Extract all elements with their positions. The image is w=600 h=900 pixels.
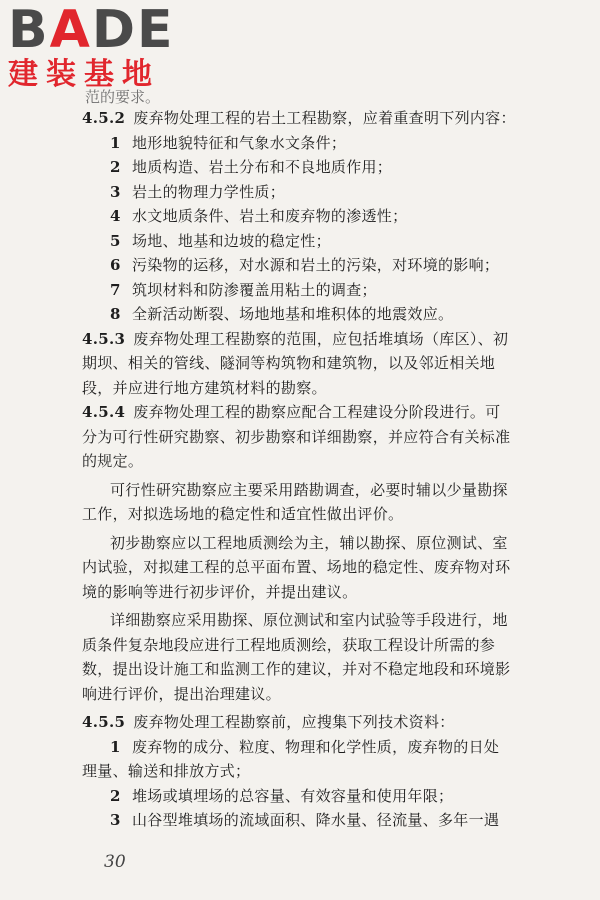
clause-text: 废弃物处理工程的勘察应配合工程建设分阶段进行。可 [133,403,501,421]
paragraph-line: 详细勘察应采用勘探、原位测试和室内试验等手段进行，地 [110,611,508,629]
text-line: 理量、输送和排放方式； [82,762,251,780]
clause-text: 废弃物处理工程的岩土工程勘察，应着重查明下列内容： [133,109,516,127]
clause-4-5-5 [82,710,534,735]
logo-letters-de: DE [91,0,175,60]
item-text: 污染物的运移，对水源和岩土的污染，对环境的影响； [132,256,500,274]
item-number: 4 [110,207,121,225]
paragraph-line: 响进行评价，提出治理建议。 [82,684,281,703]
list-item [82,784,534,809]
item-number: 2 [110,786,121,805]
clause-4-5-4 [82,400,534,425]
item-number: 8 [110,305,121,323]
list-item [82,808,534,833]
paragraph-line: 初步勘察应以工程地质测绘为主，辅以勘探、原位测试、室 [110,533,508,552]
logo-wordmark [8,0,178,60]
logo-letter-a: A [49,0,92,60]
item-number: 2 [110,158,121,176]
item-number: 7 [110,280,121,299]
list-item [82,155,534,180]
item-number: 3 [110,811,121,829]
paragraph-line: 内试验，对拟建工程的总平面布置、场地的稳定性、废弃物对环 [82,558,511,576]
page-number: 30 [104,852,126,872]
clause-number: 4.5.4 [82,403,126,421]
item-text: 山谷型堆填场的流域面积、降水量、径流量、多年一遇 [132,811,500,829]
list-item [82,180,534,205]
paragraph-line: 工作，对拟选场地的稳定性和适宜性做出评价。 [82,505,404,523]
clause-text: 废弃物处理工程勘察的范围，应包括堆填场（库区）、初 [133,329,509,348]
list-item [82,278,534,303]
text-line: 段，并应进行地方建筑材料的勘察。 [82,378,327,397]
item-text: 地形地貌特征和气象水文条件； [132,133,347,152]
item-text: 筑坝材料和防渗覆盖用粘土的调查； [132,280,377,299]
text-line: 期坝、相关的管线、隧洞等构筑物和建筑物，以及邻近相关地 [82,354,496,372]
item-number: 3 [110,182,121,201]
clause-text: 废弃物处理工程勘察前，应搜集下列技术资料： [133,713,455,731]
clause-4-5-3 [82,327,534,352]
item-number: 1 [110,737,121,756]
item-number: 5 [110,231,121,250]
item-text: 堆场或填埋场的总容量、有效容量和使用年限； [132,786,454,805]
text-line: 的规定。 [82,452,144,470]
item-text: 废弃物的成分、粒度、物理和化学性质，废弃物的日处 [132,737,500,756]
clause-4-5-2 [82,106,534,131]
clause-number: 4.5.5 [82,713,126,731]
item-number: 6 [110,256,121,274]
clause-number: 4.5.3 [82,329,126,348]
list-item [82,253,534,278]
paragraph-line: 可行性研究勘察应主要采用踏勘调查，必要时辅以少量勘探 [110,480,508,499]
list-item [82,735,534,760]
list-item [82,204,534,229]
clause-number: 4.5.2 [82,109,126,127]
item-text: 水文地质条件、岩土和废弃物的渗透性； [132,207,408,225]
item-text: 地质构造、岩土分布和不良地质作用； [132,158,393,176]
text-line: 分为可行性研究勘察、初步勘察和详细勘察，并应符合有关标准 [82,427,511,446]
list-item [82,229,534,254]
item-number: 1 [110,133,121,152]
item-text: 全新活动断裂、场地地基和堆积体的地震效应。 [132,305,454,323]
list-item [82,131,534,156]
logo-subtitle: 建装基地 [8,57,160,92]
paragraph-line: 数，提出设计施工和监测工作的建议，并对不稳定地段和环境影 [82,660,511,678]
paragraph-line: 质条件复杂地段应进行工程地质测绘，获取工程设计所需的参 [82,635,496,654]
paragraph-line: 境的影响等进行初步评价，并提出建议。 [82,582,358,601]
cut-off-text: 范的要求。 [85,88,161,106]
item-text: 场地、地基和边坡的稳定性； [132,231,331,250]
bade-logo [8,0,178,96]
item-text: 岩土的物理力学性质； [132,182,286,201]
document-body [82,106,534,833]
logo-letter-b: B [8,0,50,60]
list-item [82,302,534,327]
